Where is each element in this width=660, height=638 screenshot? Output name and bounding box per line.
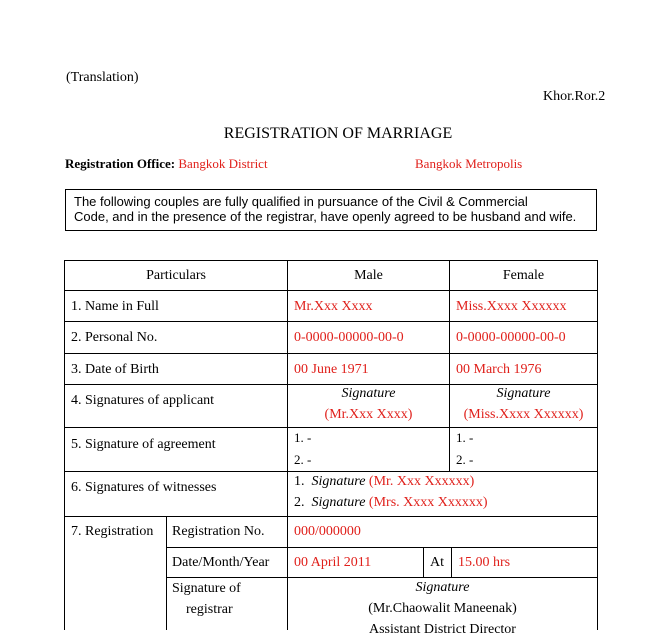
registration-no-label: Registration No. [172,524,265,539]
header-female: Female [502,268,545,283]
row-divider [64,471,598,472]
column-divider [451,547,452,577]
at-label: At [430,555,444,570]
intro-statement [65,189,597,231]
registration-label: 7. Registration [71,524,154,539]
row-divider [64,516,598,517]
registration-time: 15.00 hrs [458,555,511,570]
header-particulars: Particulars [146,268,206,283]
witnesses-label: 6. Signatures of witnesses [71,480,217,495]
table-border-right [597,260,598,630]
date-label: Date/Month/Year [172,555,270,570]
table-border-left [64,260,65,630]
witness-1-number: 1. [294,474,305,489]
row-divider [166,547,598,548]
row-divider [64,427,598,428]
row-divider [64,384,598,385]
registration-office-label: Registration Office [65,156,171,171]
female-agreement-1: 1. - [456,430,474,445]
registrar-signature-word: Signature [415,580,470,595]
name-label: 1. Name in Full [71,299,159,314]
column-divider [423,547,424,577]
witness-1-name: (Mr. Xxx Xxxxxx) [368,474,475,489]
female-personal-no: 0-0000-00000-00-0 [456,330,566,345]
witness-2-signature-word: Signature [311,495,366,510]
row-divider [166,577,598,578]
row-divider [64,290,598,291]
witness-1-signature-word: Signature [311,474,366,489]
table-border-top [64,260,598,261]
intro-line-1: The following couples are fully qualified in pursuance of the Civil & Commercial [74,194,528,209]
registration-office-line [65,156,268,172]
female-birth-date: 00 March 1976 [456,362,542,377]
female-name: Miss.Xxxx Xxxxxx [456,299,567,314]
witness-2-name: (Mrs. Xxxx Xxxxxx) [368,495,488,510]
personal-no-label: 2. Personal No. [71,330,158,345]
registrar-name: (Mr.Chaowalit Maneenak) [368,601,517,616]
column-divider [449,260,450,471]
female-signature-name: (Miss.Xxxx Xxxxxx) [463,407,584,422]
agreement-label: 5. Signature of agreement [71,437,216,452]
witness-1 [294,474,474,490]
witness-2 [294,495,488,511]
column-divider [287,260,288,630]
row-divider [64,321,598,322]
registration-date: 00 April 2011 [294,555,372,570]
witness-2-number: 2. [294,495,305,510]
registrar-label-line-2: registrar [186,602,233,617]
birth-label: 3. Date of Birth [71,362,159,377]
document-title: REGISTRATION OF MARRIAGE [223,125,453,142]
office-district: Bangkok District [178,156,268,171]
translation-note: (Translation) [66,70,139,85]
male-signature-name: (Mr.Xxx Xxxx) [324,407,413,422]
office-metropolis: Bangkok Metropolis [415,156,523,171]
column-divider [166,516,167,630]
male-name: Mr.Xxx Xxxx [294,299,373,314]
male-personal-no: 0-0000-00000-00-0 [294,330,404,345]
applicant-label: 4. Signatures of applicant [71,393,215,408]
female-signature-word: Signature [496,386,551,401]
male-agreement-1: 1. - [294,430,312,445]
intro-line-2: Code, and in the presence of the registrar, have openly agreed to be husband and wife. [74,209,577,224]
female-agreement-2: 2. - [456,452,474,467]
male-signature-word: Signature [341,386,396,401]
header-male: Male [354,268,383,283]
registrar-label-line-1: Signature of [172,581,241,596]
form-code: Khor.Ror.2 [543,89,606,104]
row-divider [64,353,598,354]
registrar-title: Assistant District Director [369,622,516,637]
registration-office-colon: : [170,156,176,171]
male-agreement-2: 2. - [294,452,312,467]
male-birth-date: 00 June 1971 [294,362,369,377]
registration-no: 000/000000 [294,524,361,539]
